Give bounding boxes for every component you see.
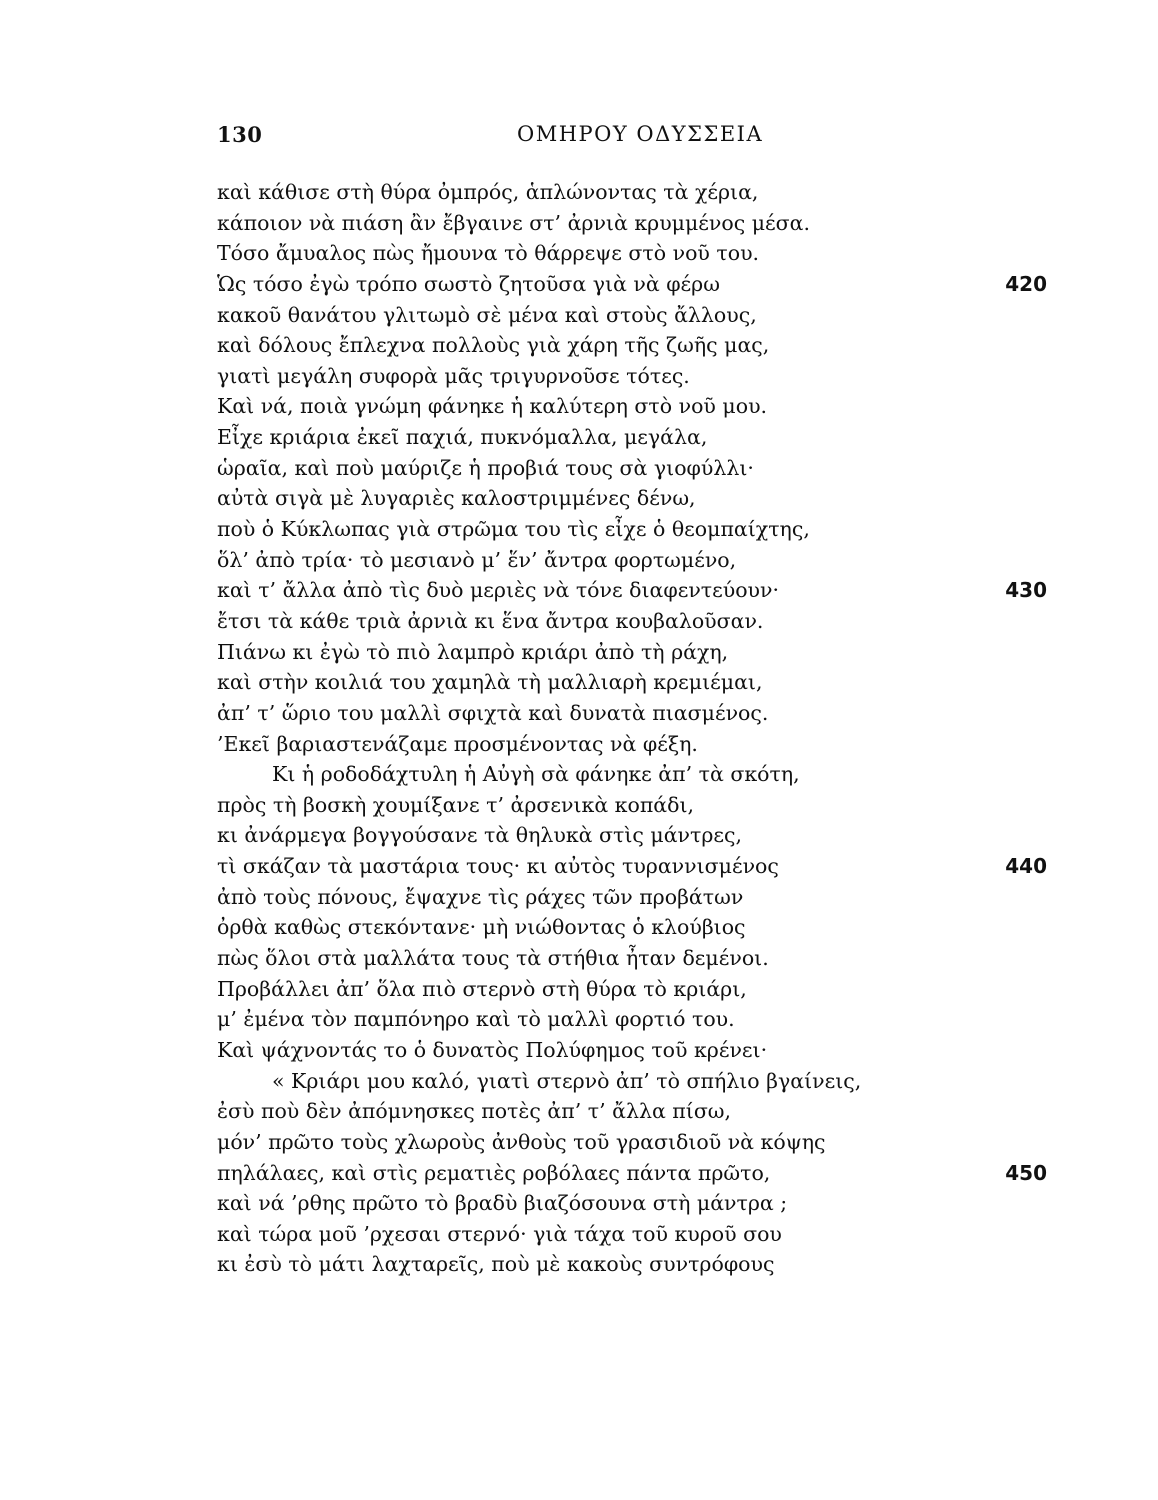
- verse-line: [217, 1035, 1047, 1066]
- verse-text: καὶ τώρα μοῦ ’ρχεσαι στερνό· γιὰ τάχα τοῦ κυροῦ σου: [217, 1221, 782, 1246]
- verse-line: [217, 208, 1047, 239]
- verse-text: κάποιον νὰ πιάση ἂν ἔβγαινε στ’ ἀρνιὰ κρυμμένος μέσα.: [217, 210, 811, 235]
- verse-line: [217, 575, 1047, 606]
- verse-line: [217, 238, 1047, 269]
- verse-text: καὶ στὴν κοιλιά του χαμηλὰ τὴ μαλλιαρὴ κρεμιέμαι,: [217, 670, 763, 695]
- verse-text: Προβάλλει ἀπ’ ὅλα πιὸ στερνὸ στὴ θύρα τὸ κριάρι,: [217, 976, 747, 1001]
- verse-text: ἀπὸ τοὺς πόνους, ἔψαχνε τὶς ράχες τῶν προβάτων: [217, 884, 744, 909]
- verse-text: γιατὶ μεγάλη συφορὰ μᾶς τριγυρνοῦσε τότες.: [217, 363, 690, 388]
- verse-text: πρὸς τὴ βοσκὴ χουμίξανε τ’ ἀρσενικὰ κοπάδι,: [217, 792, 695, 817]
- verse-line: [217, 729, 1047, 760]
- verse-text: ὀρθὰ καθὼς στεκόντανε· μὴ νιώθοντας ὁ κλούβιος: [217, 915, 746, 940]
- verse-line: [217, 882, 1047, 913]
- verse-text: Κι ἡ ροδοδάχτυλη ἡ Αὐγὴ σὰ φάνηκε ἀπ’ τὰ σκότη,: [272, 762, 800, 787]
- verse-text: ὅλ’ ἀπὸ τρία· τὸ μεσιανὸ μ’ ἕν’ ἄντρα φορτωμένο,: [217, 547, 737, 572]
- verse-text: τὶ σκάζαν τὰ μαστάρια τους· κι αὐτὸς τυραννισμένος: [217, 854, 779, 879]
- verse-text: ἐσὺ ποὺ δὲν ἀπόμνησκες ποτὲς ἀπ’ τ’ ἄλλα πίσω,: [217, 1099, 732, 1124]
- verse-line: [217, 177, 1047, 208]
- verse-text: πὼς ὅλοι στὰ μαλλάτα τους τὰ στήθια ἦταν δεμένοι.: [217, 946, 769, 971]
- line-number: 420: [1005, 271, 1047, 296]
- verse-text: ἔτσι τὰ κάθε τριὰ ἀρνιὰ κι ἕνα ἄντρα κουβαλοῦσαν.: [217, 608, 764, 633]
- verse-line: [217, 912, 1047, 943]
- verse-line: [217, 1249, 1047, 1280]
- verse-body: [217, 177, 1047, 1280]
- verse-text: Καὶ ψάχνοντάς το ὁ δυνατὸς Πολύφημος τοῦ κρένει·: [217, 1037, 768, 1062]
- verse-text: ἀπ’ τ’ ὥριο του μαλλὶ σφιχτὰ καὶ δυνατὰ πιασμένος.: [217, 700, 769, 725]
- running-title: ΟΜΗΡΟΥ ΟΔΥΣΣΕΙΑ: [517, 122, 764, 146]
- verse-line: [217, 1096, 1047, 1127]
- verse-text: ποὺ ὁ Κύκλωπας γιὰ στρῶμα του τὶς εἶχε ὁ θεομπαίχτης,: [217, 517, 810, 542]
- verse-line: [217, 422, 1047, 453]
- verse-line: [217, 1066, 1047, 1097]
- verse-line: [217, 606, 1047, 637]
- verse-text: Τόσο ἄμυαλος πὼς ἤμουνα τὸ θάρρεψε στὸ νοῦ του.: [217, 241, 760, 266]
- verse-text: καὶ δόλους ἔπλεχνα πολλοὺς γιὰ χάρη τῆς ζωῆς μας,: [217, 333, 770, 358]
- verse-text: μ’ ἐμένα τὸν παμπόνηρο καὶ τὸ μαλλὶ φορτιό του.: [217, 1007, 735, 1032]
- verse-text: Εἶχε κριάρια ἐκεῖ παχιά, πυκνόμαλλα, μεγάλα,: [217, 425, 708, 450]
- line-number: 440: [1005, 854, 1047, 879]
- page-header: [0, 122, 1158, 154]
- verse-text: Καὶ νά, ποιὰ γνώμη φάνηκε ἡ καλύτερη στὸ νοῦ μου.: [217, 394, 768, 419]
- verse-line: [217, 1219, 1047, 1250]
- verse-line: [217, 820, 1047, 851]
- verse-text: αὐτὰ σιγὰ μὲ λυγαριὲς καλοστριμμένες δένω,: [217, 486, 696, 511]
- verse-text: ὡραῖα, καὶ ποὺ μαύριζε ἡ προβιά τους σὰ γιοφύλλι·: [217, 455, 754, 480]
- verse-text: μόν’ πρῶτο τοὺς χλωροὺς ἀνθοὺς τοῦ γρασιδιοῦ νὰ κόψης: [217, 1129, 826, 1154]
- verse-text: Πιάνω κι ἐγὼ τὸ πιὸ λαμπρὸ κριάρι ἀπὸ τὴ ράχη,: [217, 639, 729, 664]
- line-number: 430: [1005, 578, 1047, 603]
- verse-text: κακοῦ θανάτου γλιτωμὸ σὲ μένα καὶ στοὺς ἄλλους,: [217, 302, 757, 327]
- verse-line: [217, 391, 1047, 422]
- verse-line: [217, 759, 1047, 790]
- verse-line: [217, 1004, 1047, 1035]
- page-number: 130: [217, 122, 263, 147]
- verse-line: [217, 851, 1047, 882]
- verse-line: [217, 483, 1047, 514]
- verse-text: ’Εκεῖ βαριαστενάζαμε προσμένοντας νὰ φέξη.: [217, 731, 698, 756]
- verse-text: Ὡς τόσο ἐγὼ τρόπο σωστὸ ζητοῦσα γιὰ νὰ φέρω: [217, 271, 720, 296]
- verse-line: [217, 514, 1047, 545]
- verse-text: πηλάλαες, καὶ στὶς ρεματιὲς ροβόλαες πάντα πρῶτο,: [217, 1160, 771, 1185]
- verse-text: κι ἐσὺ τὸ μάτι λαχταρεῖς, ποὺ μὲ κακοὺς συντρόφους: [217, 1252, 775, 1277]
- verse-line: [217, 453, 1047, 484]
- verse-text: « Κριάρι μου καλό, γιατὶ στερνὸ ἀπ’ τὸ σπήλιο βγαίνεις,: [272, 1068, 862, 1093]
- verse-line: [217, 943, 1047, 974]
- verse-line: [217, 790, 1047, 821]
- verse-line: [217, 361, 1047, 392]
- verse-line: [217, 300, 1047, 331]
- verse-line: [217, 330, 1047, 361]
- verse-line: [217, 698, 1047, 729]
- verse-line: [217, 1188, 1047, 1219]
- verse-text: καὶ τ’ ἄλλα ἀπὸ τὶς δυὸ μεριὲς νὰ τόνε διαφεντεύουν·: [217, 578, 779, 603]
- verse-line: [217, 269, 1047, 300]
- verse-line: [217, 637, 1047, 668]
- verse-line: [217, 667, 1047, 698]
- line-number: 450: [1005, 1160, 1047, 1185]
- verse-line: [217, 974, 1047, 1005]
- verse-line: [217, 545, 1047, 576]
- verse-line: [217, 1127, 1047, 1158]
- verse-line: [217, 1158, 1047, 1189]
- verse-text: καὶ κάθισε στὴ θύρα ὀμπρός, ἁπλώνοντας τὰ χέρια,: [217, 180, 759, 204]
- verse-text: κι ἀνάρμεγα βογγούσανε τὰ θηλυκὰ στὶς μάντρες,: [217, 823, 743, 848]
- verse-text: καὶ νά ’ρθης πρῶτο τὸ βραδὺ βιαζόσουνα στὴ μάντρα ;: [217, 1191, 788, 1216]
